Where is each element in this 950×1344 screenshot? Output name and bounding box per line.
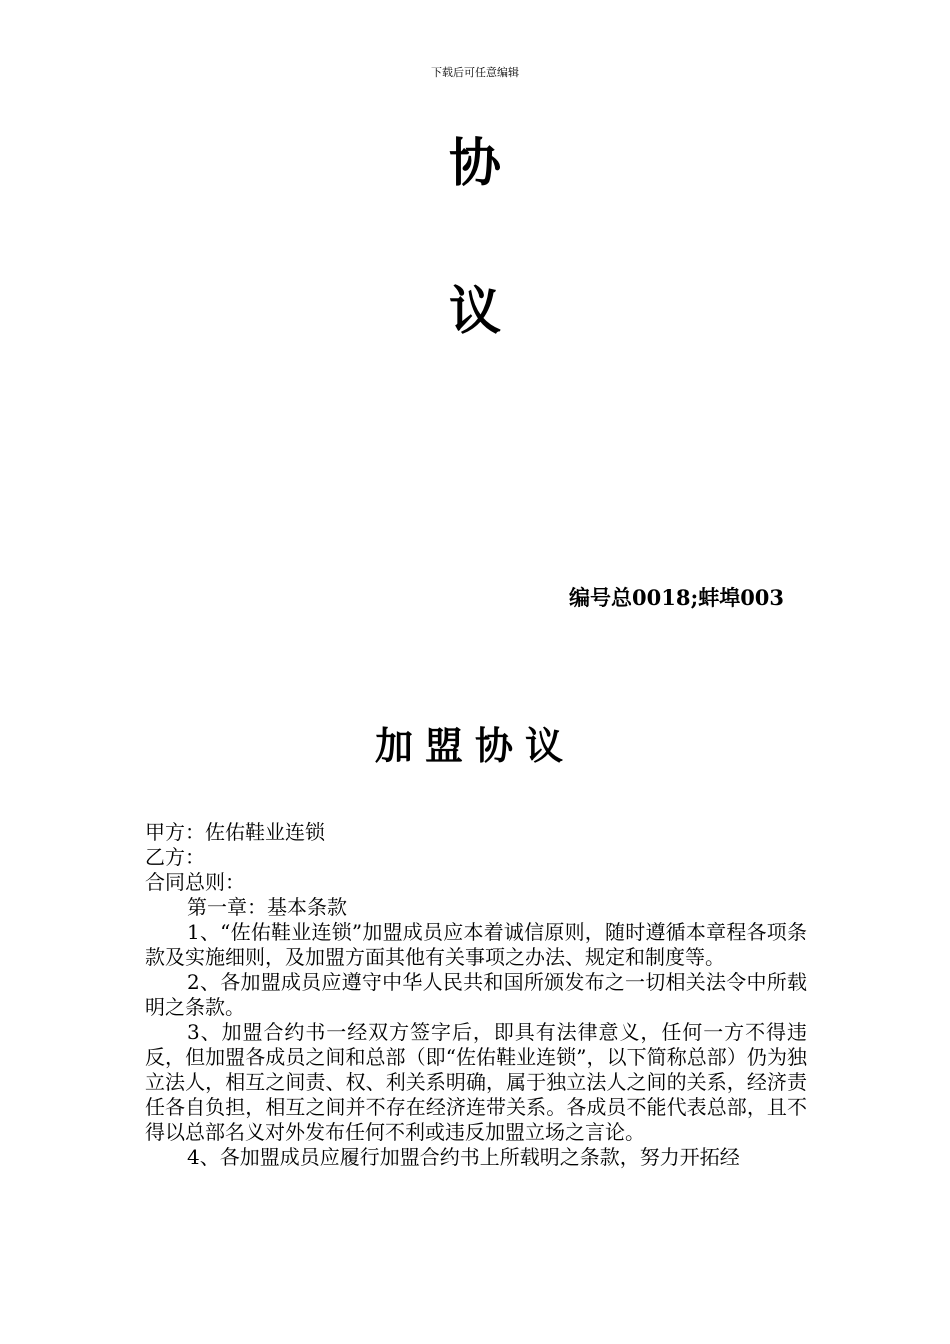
- agreement-body: [145, 820, 807, 1170]
- cover-title-char-2: 议: [448, 281, 501, 342]
- chapter-heading: 第一章：基本条款: [187, 895, 347, 919]
- cover-title-char-1: 协: [448, 133, 501, 194]
- page-header-note: 下载后可任意编辑: [431, 66, 519, 79]
- agreement-title: 加盟协议: [374, 723, 575, 768]
- clause-1: 1、“佐佑鞋业连锁”加盟成员应本着诚信原则，随时遵循本章程各项条款及实施细则，及加盟方面其他有关事项之办法、规定和制度等。: [145, 920, 807, 969]
- general-rules-heading: 合同总则：: [145, 870, 245, 894]
- document-number: 编号总0018;蚌埠003: [569, 585, 785, 610]
- clause-4: 4、各加盟成员应履行加盟合约书上所载明之条款，努力开拓经: [187, 1145, 740, 1169]
- clause-3: 3、加盟合约书一经双方签字后，即具有法律意义，任何一方不得违反，但加盟各成员之间和总部（即“佐佑鞋业连锁”，以下简称总部）仍为独立法人，相互之间责、权、利关系明确，属于独立法人之间的关系，经济责任各自负担，相互之间并不存在经济连带关系。各成员不能代表总部，且不得以总部名义对外发布任何不利或违反加盟立场之言论。: [145, 1020, 807, 1144]
- party-a-line: 甲方：佐佑鞋业连锁: [145, 820, 325, 844]
- party-b-line: 乙方：: [145, 845, 205, 869]
- clause-2: 2、各加盟成员应遵守中华人民共和国所颁发布之一切相关法令中所载明之条款。: [145, 970, 807, 1019]
